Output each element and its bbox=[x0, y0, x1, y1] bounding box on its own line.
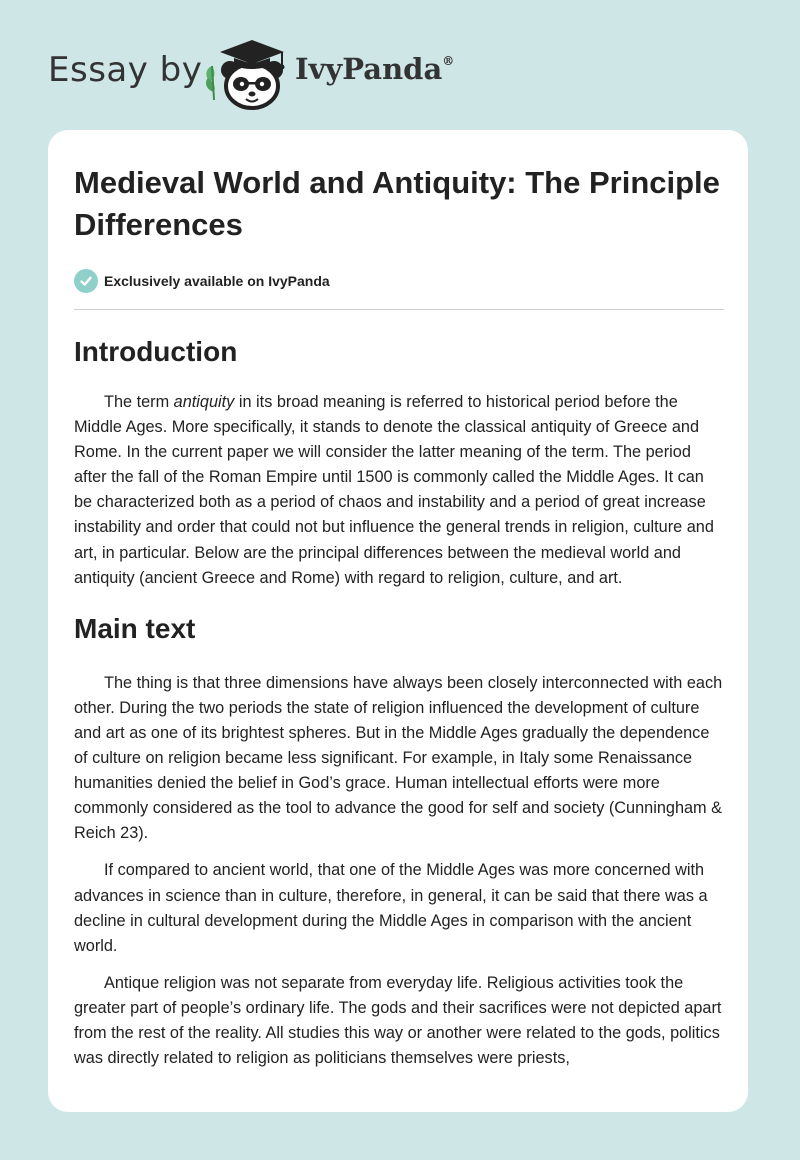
essay-card bbox=[48, 130, 748, 1112]
brand-text: IvyPanda bbox=[295, 52, 443, 86]
main-paragraph-1: The thing is that three dimensions have always been closely interconnected with each other. During the two periods the state of religion influenced the development of culture and art as one of its brightest spheres. But in the Middle Ages gradually the dependence of culture on religion became less significant. For example, in Italy some Renaissance humanities denied the belief in God’s grace. Human intellectual efforts were more commonly considered as the tool to advance the good for self and society (Cunningham & Reich 23). bbox=[74, 673, 723, 843]
intro-text-start: The term bbox=[104, 393, 174, 411]
main-paragraph-3: Antique religion was not separate from everyday life. Religious activities took the greater part of people’s ordinary life. The gods and their sacrifices were not depicted apart from the rest of the reality. All studies this way or another were related to the gods, politics was directly related to religion as politicians themselves were priests, bbox=[74, 973, 722, 1068]
site-header bbox=[48, 34, 508, 114]
exclusive-badge-label: Exclusively available on IvyPanda bbox=[104, 273, 330, 289]
title-divider bbox=[74, 309, 724, 310]
intro-emphasis-term: antiquity bbox=[173, 393, 235, 411]
main-paragraph-2: If compared to ancient world, that one of the Middle Ages was more concerned with advances in science than in culture, therefore, in general, it can be said that there was a decline in cultural development during the Middle Ages in comparison with the ancient world. bbox=[74, 861, 708, 955]
section-heading-introduction: Introduction bbox=[74, 336, 238, 367]
section-heading-main-text: Main text bbox=[74, 612, 196, 644]
essay-by-label: Essay by bbox=[48, 50, 203, 90]
essay-content bbox=[74, 162, 724, 1071]
checkmark-icon bbox=[74, 269, 98, 293]
trademark-symbol: ® bbox=[442, 54, 455, 68]
panda-graduate-icon[interactable] bbox=[202, 36, 292, 110]
exclusive-badge bbox=[74, 268, 724, 294]
essay-title: Medieval World and Antiquity: The Principle Differences bbox=[74, 165, 720, 242]
intro-text-rest: in its broad meaning is referred to historical period before the Middle Ages. More specifically, it stands to denote the classical antiquity of Greece and Rome. In the current paper we will consider the latter meaning of the term. The period after the fall of the Roman Empire until 1500 is commonly called the Middle Ages. It can be characterized both as a period of chaos and instability and a period of great increase instability and order that could not but influence the general trends in religion, culture and art, in particular. Below are the principal differences between the medieval world and antiquity (ancient Greece and Rome) with regard to religion, culture, and art. bbox=[74, 393, 714, 587]
brand-name[interactable] bbox=[295, 52, 454, 86]
intro-paragraph bbox=[74, 390, 724, 591]
